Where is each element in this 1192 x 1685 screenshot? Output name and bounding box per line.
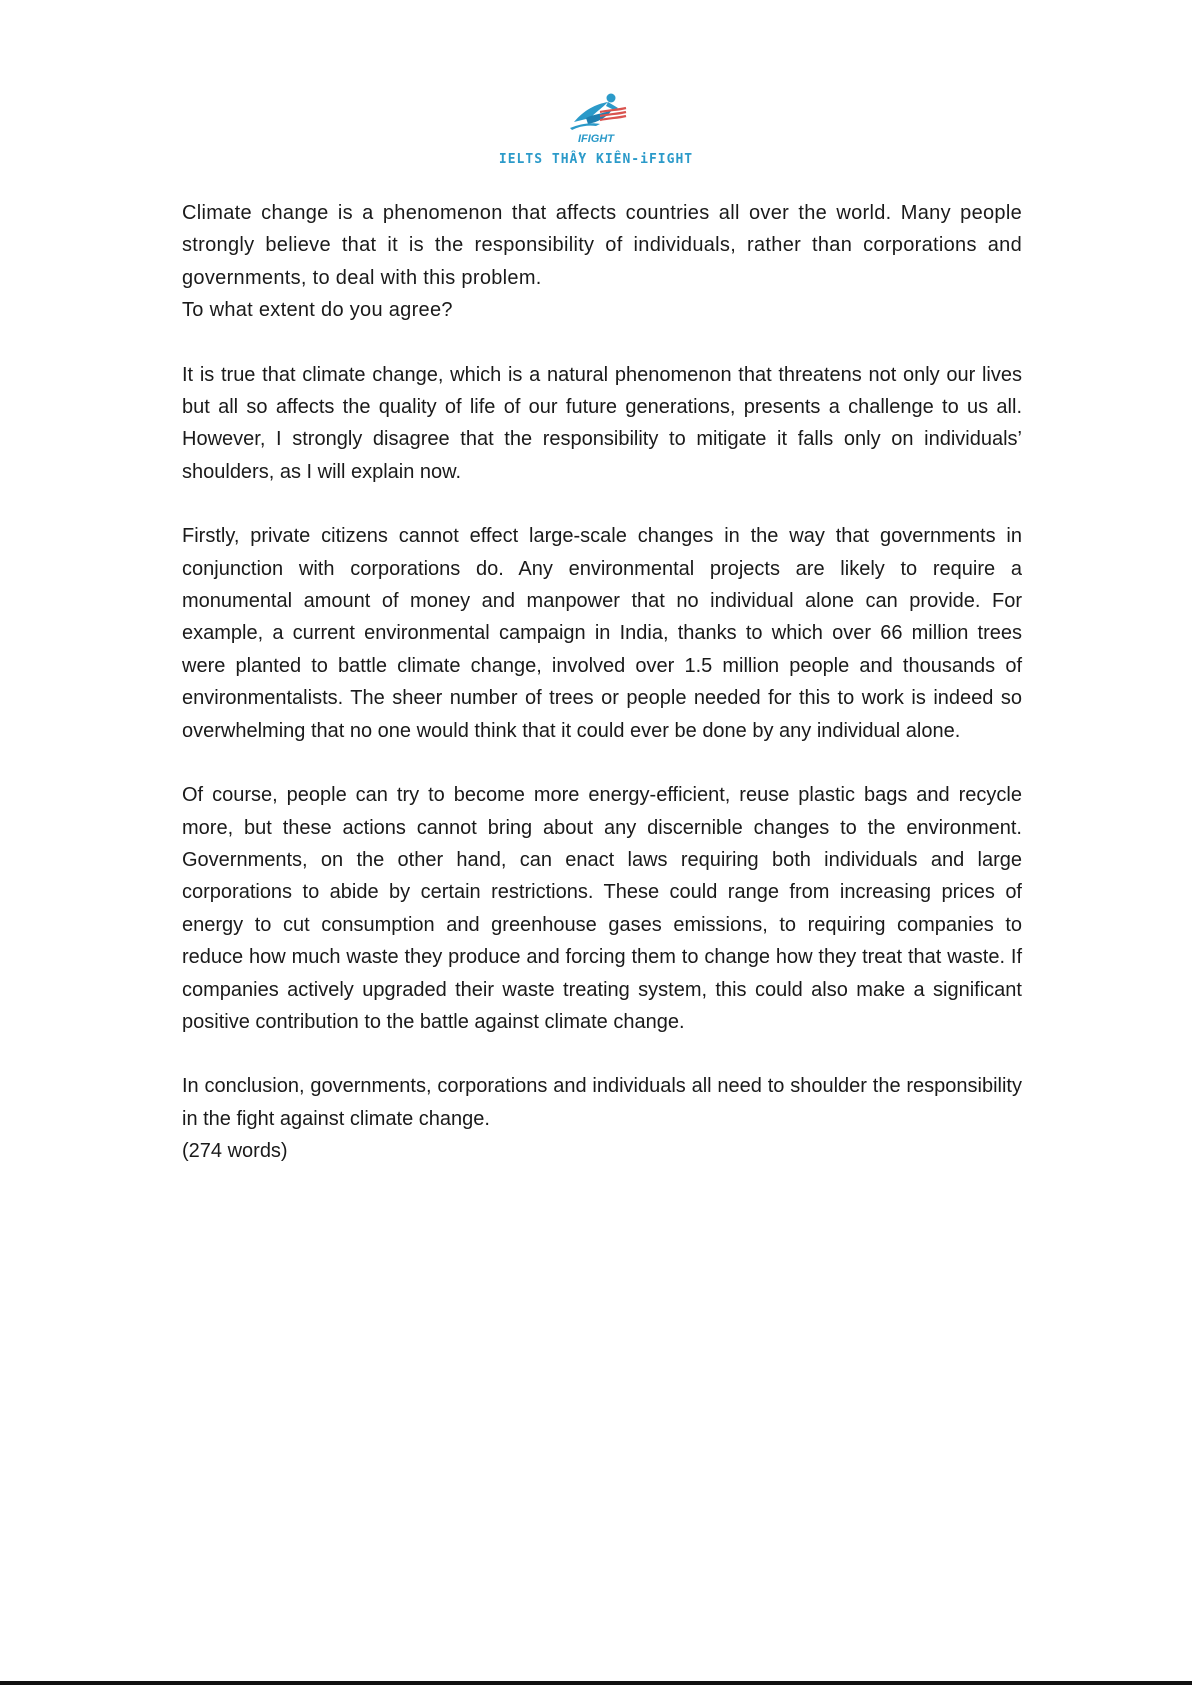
essay-paragraph-conclusion: In conclusion, governments, corporations and individuals all need to shoulder the responsibility in the fight against climate change. — [182, 1075, 1022, 1130]
document-body — [182, 197, 1022, 1200]
essay-paragraph-body-1: Firstly, private citizens cannot effect large-scale changes in the way that governments in conjunction with corporations do. Any environmental projects are likely to require a monumental amount of money and manpower that no individual alone can provide. For example, a current environmental campaign in India, thanks to which over 66 million trees were planted to battle climate change, involved over 1.5 million people and thousands of environmentalists. The sheer number of trees or people needed for this to work is indeed so overwhelming that no one would think that it could ever be done by any individual alone. — [182, 525, 1022, 742]
logo-wordmark: IFIGHT — [577, 133, 615, 145]
essay-paragraph-intro: It is true that climate change, which is a natural phenomenon that threatens not only our lives but all so affects the quality of life of our future generations, presents a challenge to us all. However, I strongly disagree that the responsibility to mitigate it falls only on individuals’ shoulders, as I will explain now. — [182, 363, 1022, 483]
brand-tagline: IELTS THẦY KIÊN-iFIGHT — [498, 152, 694, 167]
word-count: (274 words) — [182, 1140, 288, 1163]
essay-prompt — [182, 197, 1022, 327]
page-header — [0, 88, 1192, 167]
essay-body — [182, 359, 1022, 1168]
ifight-logo — [556, 88, 636, 148]
prompt-question: To what extent do you agree? — [182, 299, 453, 322]
prompt-statement: Climate change is a phenomenon that affects countries all over the world. Many people strongly believe that it is the responsibility of individuals, rather than corporations and governments, to deal with this problem. — [182, 202, 1022, 289]
page-bottom-border — [0, 1681, 1192, 1685]
essay-paragraph-body-2: Of course, people can try to become more energy-efficient, reuse plastic bags and recycle more, but these actions cannot bring about any discernible changes to the environment. Governments, on the other hand, can enact laws requiring both individuals and large corporations to abide by certain restrictions. These could range from increasing prices of energy to cut consumption and greenhouse gases emissions, to requiring companies to reduce how much waste they produce and forcing them to change how they treat that waste. If companies actively upgraded their waste treating system, this could also make a significant positive contribution to the battle against climate change. — [182, 784, 1022, 1033]
